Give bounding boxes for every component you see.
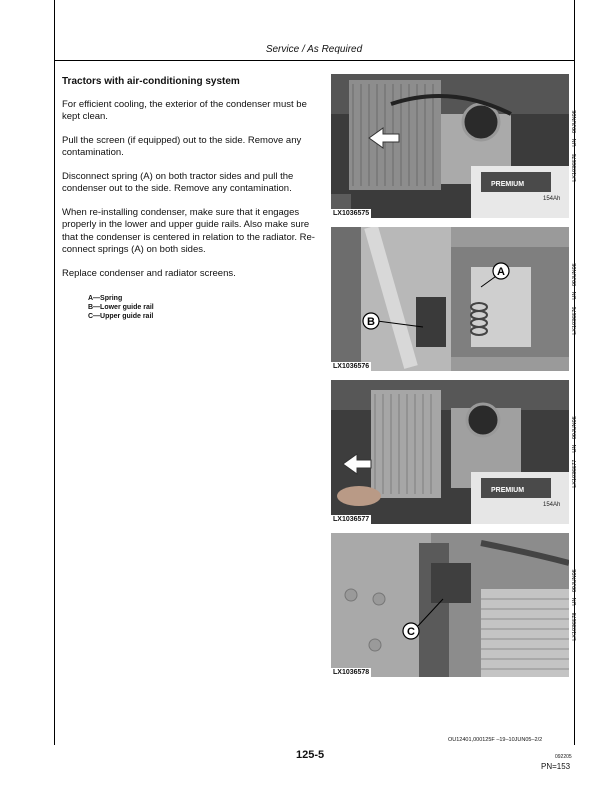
doc-code: 092205 [555,754,572,760]
header-rule [54,60,575,61]
page-number: 125-5 [296,749,325,761]
figure-id: LX1036578 [333,669,370,676]
figure-photo-3 [331,380,569,524]
battery-rating: 154Ah [543,196,561,202]
legend-item: A—Spring [88,295,123,302]
callout-c: C [407,626,415,638]
paragraph: For efficient cooling, the exterior of the condenser must be kept clean. [62,98,307,122]
figure-side-note-2: LX1036576 —UN—09JUN05 [572,263,578,335]
condenser-pulled-out-illustration [331,380,569,524]
pn-number: PN=153 [541,762,571,771]
figure-photo-2 [331,227,569,371]
footer-reference: OU12401,000125F –19–10JUN05–2/2 [448,737,543,743]
body-column [62,76,324,321]
paragraph: Disconnect spring (A) on both tractor sides and pull the condenser out to the side. Remove any contamination. [62,170,294,194]
spring-guide-rail-illustration [331,227,569,371]
section-title: Tractors with air-conditioning system [62,76,240,87]
figure-photo-1 [331,74,569,218]
upper-guide-rail-illustration [331,533,569,677]
figure-legend [62,294,324,321]
figure-side-note-3: LX1036577 —UN—09JUN05 [572,416,578,488]
condenser-photo-illustration [331,74,569,218]
figure-side-note-4: LX1036578 —UN—09JUN05 [572,569,578,641]
page-frame-left [54,0,55,745]
legend-item: C—Upper guide rail [88,313,154,320]
figure-id: LX1036575 [333,210,370,217]
figure-id: LX1036577 [333,516,370,523]
callout-a: A [497,266,505,278]
figure-id: LX1036576 [333,363,370,370]
battery-rating: 154Ah [543,502,561,508]
callout-b: B [367,316,375,328]
paragraph: Pull the screen (if equipped) out to the side. Remove any contamination. [62,134,302,158]
figure-side-note-1: LX1036575 —UN—09JUN05 [572,110,578,182]
paragraph: When re-installing condenser, make sure that it engages properly in the lower and upper guide rails. Also make sure that the condenser is centered in relation to the radiator. Re-connect springs (A) on both sides. [62,206,315,255]
legend-item: B—Lower guide rail [88,304,154,311]
battery-brand: PREMIUM [491,487,525,494]
figure-photo-4 [331,533,569,677]
running-head: Service / As Required [265,44,363,55]
paragraph: Replace condenser and radiator screens. [62,267,236,279]
battery-brand: PREMIUM [491,181,525,188]
